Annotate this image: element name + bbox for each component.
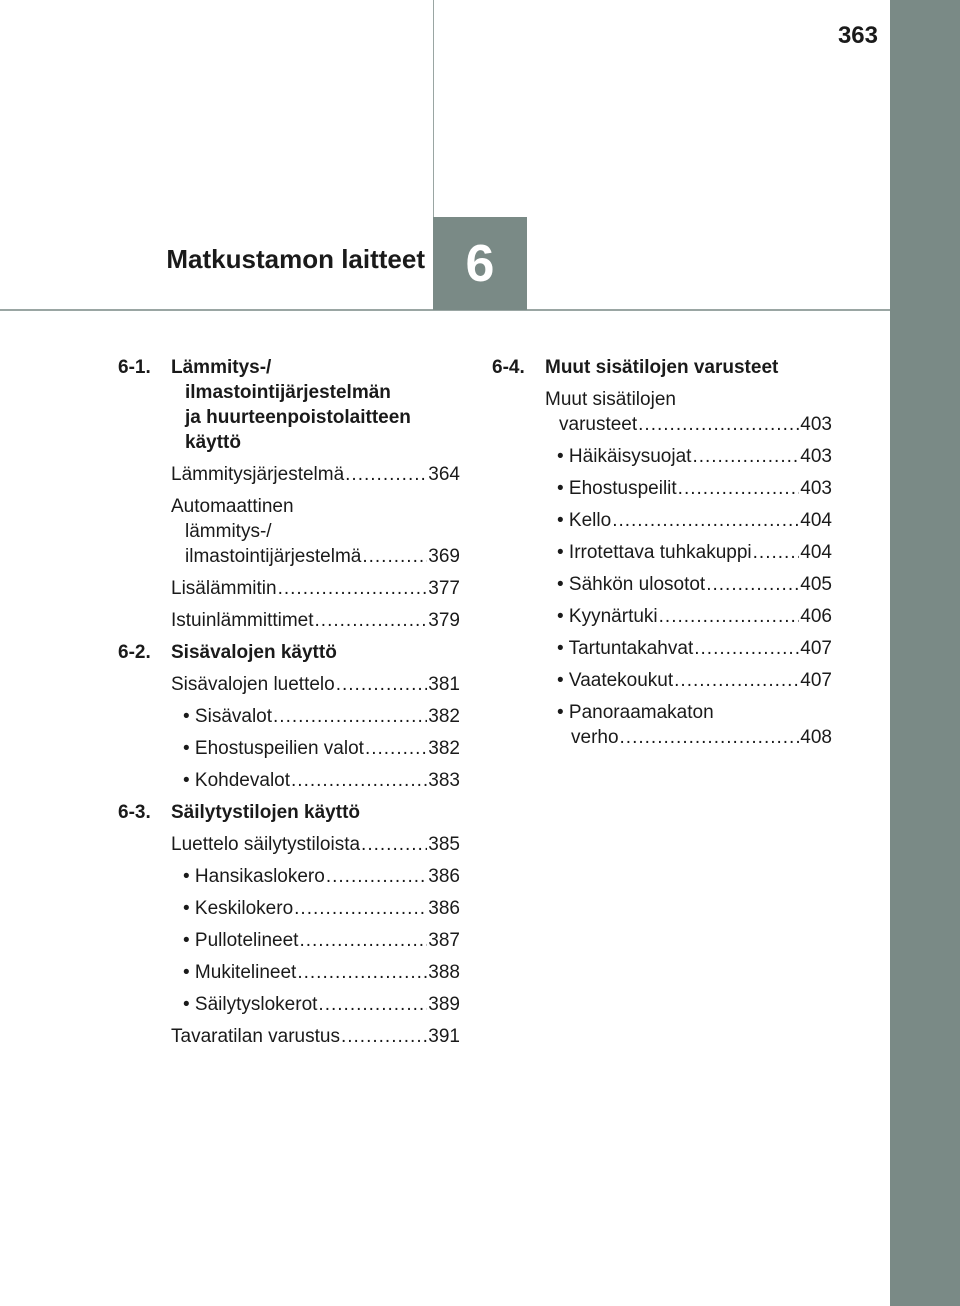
- toc-section-title: [171, 640, 460, 665]
- toc-sub-entry[interactable]: [118, 736, 460, 761]
- toc-leader-dots: [294, 896, 427, 921]
- toc-leader-dots: [345, 462, 427, 487]
- toc-leader-dots: [674, 668, 799, 693]
- toc-sub-entry[interactable]: [118, 928, 460, 953]
- toc-sub-entry[interactable]: [118, 896, 460, 921]
- toc-entry[interactable]: [118, 462, 460, 487]
- toc-sub-entry[interactable]: [118, 992, 460, 1017]
- toc-entry-label: Sisävalojen luettelo: [171, 674, 335, 695]
- toc-page-number: 404: [800, 510, 832, 531]
- toc-page-number: 364: [428, 464, 460, 485]
- toc-section-number: 6-4.: [492, 357, 525, 378]
- toc-entry-label: ilmastointijärjestelmä: [185, 546, 362, 567]
- toc-section-title-line: Sisävalojen käyttö: [171, 642, 337, 663]
- toc-leader-dots: [315, 608, 428, 633]
- toc-leader-dots: [341, 1024, 427, 1049]
- toc-entry-label: • Keskilokero: [183, 898, 294, 919]
- toc-entry-label: • Pullotelineet: [183, 930, 299, 951]
- toc-entry-row: [171, 672, 460, 697]
- toc-entry-label: • Irrotettava tuhkakuppi: [557, 542, 752, 563]
- toc-page-number: 385: [428, 834, 460, 855]
- toc-entry-label: • Kello: [557, 510, 612, 531]
- toc-leader-dots: [273, 704, 427, 729]
- toc-entry-label-line: Automaattinen: [171, 496, 294, 517]
- toc-leader-dots: [326, 864, 427, 889]
- toc-entry-label: • Ehostuspeilit: [557, 478, 677, 499]
- toc-entry-row: [557, 572, 832, 597]
- toc-section-heading: [118, 355, 460, 455]
- toc-page-number: 386: [428, 866, 460, 887]
- toc-entry-label-line: lämmitys-/: [185, 521, 272, 542]
- toc-page-number: 377: [428, 578, 460, 599]
- toc-leader-dots: [291, 768, 427, 793]
- toc-page-number: 403: [800, 446, 832, 467]
- toc-leader-dots: [361, 832, 427, 857]
- toc-page-number: 383: [428, 770, 460, 791]
- toc-sub-entry[interactable]: [118, 704, 460, 729]
- toc-section-title: [171, 800, 460, 825]
- toc-entry-row: [545, 412, 832, 437]
- toc-leader-dots: [278, 576, 428, 601]
- toc-entry-label: • Mukitelineet: [183, 962, 297, 983]
- toc-page-number: 369: [428, 546, 460, 567]
- toc-section-heading: [118, 800, 460, 825]
- toc-entry-label: • Tartuntakahvat: [557, 638, 694, 659]
- toc-sub-entry[interactable]: [492, 700, 832, 750]
- toc-leader-dots: [694, 636, 799, 661]
- toc-leader-dots: [297, 960, 427, 985]
- toc-entry[interactable]: [118, 608, 460, 633]
- toc-sub-entry[interactable]: [492, 444, 832, 469]
- toc-leader-dots: [365, 736, 427, 761]
- toc-entry-row: [183, 704, 460, 729]
- toc-leader-dots: [638, 412, 799, 437]
- toc-sub-entry[interactable]: [118, 864, 460, 889]
- toc-page-number: 386: [428, 898, 460, 919]
- toc-page-number: 405: [800, 574, 832, 595]
- toc-entry-row: [183, 960, 460, 985]
- toc-page-number: 404: [800, 542, 832, 563]
- toc-leader-dots: [692, 444, 799, 469]
- toc-entry-label: • Hansikaslokero: [183, 866, 325, 887]
- toc-page-number: 389: [428, 994, 460, 1015]
- toc-leader-dots: [753, 540, 800, 565]
- toc-entry-label: verho: [571, 727, 619, 748]
- toc-entry[interactable]: [118, 672, 460, 697]
- toc-entry-row: [171, 608, 460, 633]
- toc-entry-row: [557, 725, 832, 750]
- chapter-title: Matkustamon laitteet: [166, 244, 425, 274]
- toc-entry-row: [171, 832, 460, 857]
- toc-entry[interactable]: [118, 576, 460, 601]
- toc-leader-dots: [678, 476, 800, 501]
- toc-page-number: 408: [800, 727, 832, 748]
- toc-entry-label: Tavaratilan varustus: [171, 1026, 340, 1047]
- toc-entry-label: Lämmitysjärjestelmä: [171, 464, 345, 485]
- toc-page-number: 381: [428, 674, 460, 695]
- toc-sub-entry[interactable]: [492, 508, 832, 533]
- toc-page-number: 387: [428, 930, 460, 951]
- toc-entry-label: • Kohdevalot: [183, 770, 291, 791]
- toc-entry-label-line: Muut sisätilojen: [545, 389, 676, 410]
- toc-entry-label: • Sisävalot: [183, 706, 273, 727]
- toc-entry-label: Lisälämmitin: [171, 578, 277, 599]
- toc-entry-label: Luettelo säilytystiloista: [171, 834, 361, 855]
- toc-entry-row: [557, 636, 832, 661]
- toc-sub-entry[interactable]: [118, 768, 460, 793]
- toc-leader-dots: [336, 672, 428, 697]
- toc-page-number: 407: [800, 638, 832, 659]
- toc-leader-dots: [362, 544, 427, 569]
- toc-leader-dots: [318, 992, 427, 1017]
- toc-leader-dots: [299, 928, 427, 953]
- chapter-number-box: 6: [433, 217, 527, 310]
- toc-entry-row: [183, 864, 460, 889]
- toc-entry-row: [183, 768, 460, 793]
- page-number: 363: [837, 22, 878, 49]
- toc-entry-row: [557, 540, 832, 565]
- toc-section-title-line: Muut sisätilojen varusteet: [545, 357, 779, 378]
- toc-entry-label: • Ehostuspeilien valot: [183, 738, 364, 759]
- toc-entry-row: [557, 476, 832, 501]
- toc-entry-row: [171, 544, 460, 569]
- toc-entry[interactable]: [492, 387, 832, 437]
- toc-section-title-line: Lämmitys-/: [171, 357, 272, 378]
- header-vertical-rule: [433, 0, 434, 217]
- toc-entry-row: [171, 576, 460, 601]
- toc-section-heading: [492, 355, 832, 380]
- toc-entry-row: [183, 736, 460, 761]
- toc-leader-dots: [620, 725, 800, 750]
- toc-entry-label: Istuinlämmittimet: [171, 610, 314, 631]
- toc-sub-entry[interactable]: [492, 636, 832, 661]
- toc-sub-entry[interactable]: [492, 604, 832, 629]
- toc-entry-row: [557, 604, 832, 629]
- toc-section-title: [545, 355, 832, 380]
- toc-section-title-line: Säilytystilojen käyttö: [171, 802, 361, 823]
- toc-entry-label: • Säilytyslokerot: [183, 994, 318, 1015]
- toc-sub-entry[interactable]: [492, 668, 832, 693]
- toc-section-title: [171, 355, 460, 455]
- toc-entry[interactable]: [118, 1024, 460, 1049]
- toc-section-title-line: ilmastointijärjestelmän: [185, 382, 391, 403]
- toc-sub-entry[interactable]: [492, 476, 832, 501]
- toc-section-number: 6-1.: [118, 357, 151, 378]
- toc-page-number: 388: [428, 962, 460, 983]
- toc-page-number: 403: [800, 478, 832, 499]
- toc-leader-dots: [706, 572, 799, 597]
- toc-page-number: 391: [428, 1026, 460, 1047]
- toc-section-title-line: ja huurteenpoistolaitteen: [185, 407, 411, 428]
- toc-entry-row: [557, 668, 832, 693]
- toc-sub-entry[interactable]: [118, 960, 460, 985]
- toc-entry[interactable]: [118, 832, 460, 857]
- toc-entry-row: [171, 462, 460, 487]
- toc-entry-label: varusteet: [559, 414, 638, 435]
- toc-entry-label: • Kyynärtuki: [557, 606, 658, 627]
- toc-entry-label: • Sähkön ulosotot: [557, 574, 706, 595]
- toc-entry-label: • Vaatekoukut: [557, 670, 674, 691]
- toc-page-number: 379: [428, 610, 460, 631]
- toc-entry-row: [183, 992, 460, 1017]
- toc-right-column: [492, 355, 832, 757]
- toc-entry-label: • Häikäisysuojat: [557, 446, 692, 467]
- toc-section-number: 6-2.: [118, 642, 151, 663]
- toc-page-number: 382: [428, 738, 460, 759]
- toc-entry-label-line: • Panoraamakaton: [557, 702, 714, 723]
- toc-sub-entry[interactable]: [492, 540, 832, 565]
- toc-section-heading: [118, 640, 460, 665]
- toc-entry-row: [183, 928, 460, 953]
- toc-section-title-line: käyttö: [185, 432, 241, 453]
- side-thumb-tab: [890, 0, 960, 1306]
- toc-sub-entry[interactable]: [492, 572, 832, 597]
- toc-entry-row: [557, 444, 832, 469]
- toc-left-column: [118, 355, 460, 1056]
- toc-entry-row: [183, 896, 460, 921]
- toc-page-number: 406: [800, 606, 832, 627]
- toc-entry-row: [171, 1024, 460, 1049]
- toc-entry-row: [557, 508, 832, 533]
- toc-entry[interactable]: [118, 494, 460, 569]
- toc-section-number: 6-3.: [118, 802, 151, 823]
- toc-page-number: 403: [800, 414, 832, 435]
- toc-page-number: 382: [428, 706, 460, 727]
- toc-page-number: 407: [800, 670, 832, 691]
- toc-leader-dots: [612, 508, 799, 533]
- toc-leader-dots: [659, 604, 800, 629]
